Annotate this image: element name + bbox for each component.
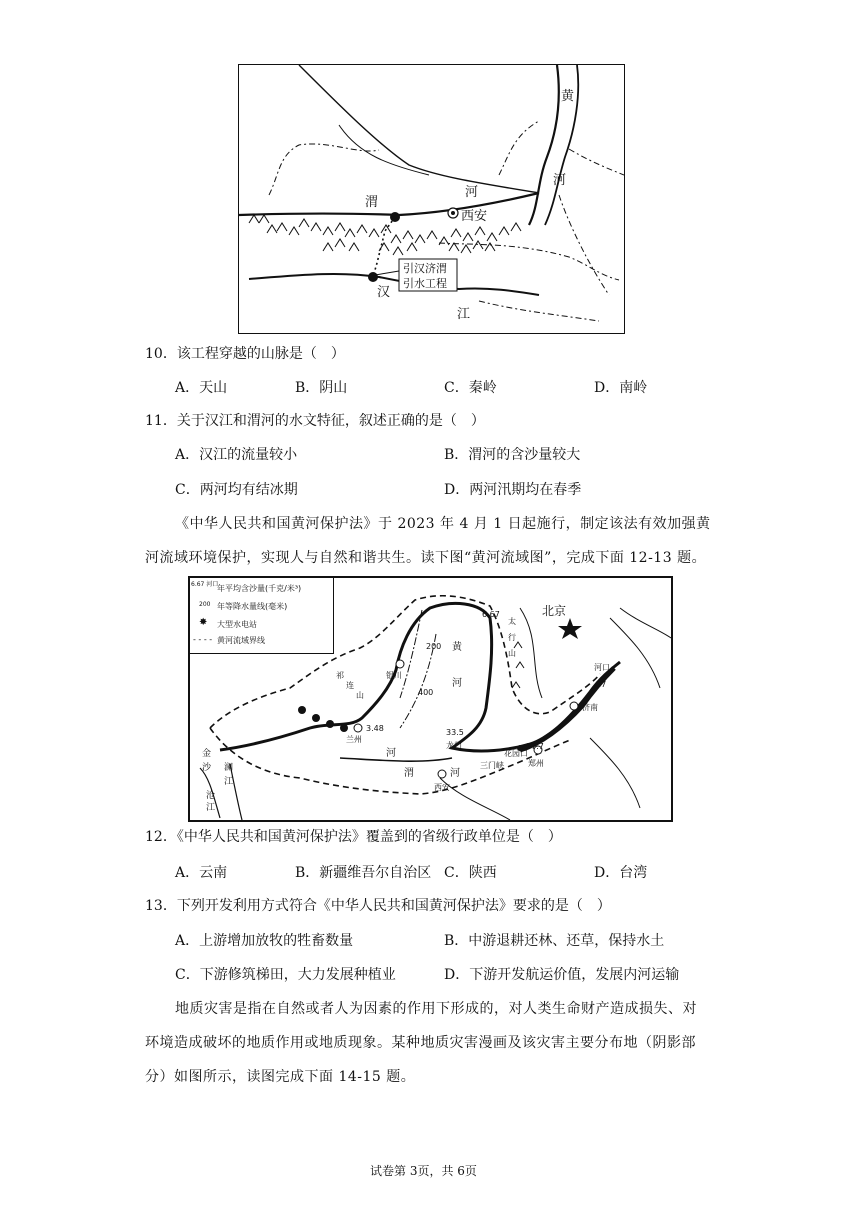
legend-sediment: 年平均含沙量(千克/米³) [217, 584, 302, 593]
intro-disaster-line2: 环境造成破坏的地质作用或地质现象。某种地质灾害漫画及该灾害主要分布地（阴影部 [145, 1035, 696, 1051]
q11-option-d[interactable]: D．两河汛期均在春季 [444, 482, 582, 498]
map2-label-jiang2: 江 [206, 803, 216, 813]
map2-label-lan: 澜 [224, 763, 234, 773]
map2-label-348: 3.48 [366, 724, 384, 733]
intro-yellow-river-line1: 《中华人民共和国黄河保护法》于 2023 年 4 月 1 日起施行，制定该法有效加强黄 [175, 516, 711, 532]
map1-drawing [239, 65, 624, 333]
q10-option-a[interactable]: A．天山 [175, 380, 228, 396]
map2-label-huang: 黄 [452, 642, 462, 653]
q13-option-c[interactable]: C．下游修筑梯田，大力发展种植业 [175, 967, 396, 983]
question-12-stem: 12．《中华人民共和国黄河保护法》覆盖到的省级行政单位是（ ） [145, 829, 562, 845]
question-10-stem: 10．该工程穿越的山脉是（ ） [145, 346, 345, 362]
q13-option-d[interactable]: D．下游开发航运价值，发展内河运输 [444, 967, 680, 983]
intro-yellow-river-line2: 河流域环境保护，实现人与自然和谐共生。读下图“黄河流域图”，完成下面 12-13 题。 [145, 550, 707, 566]
q12-option-a[interactable]: A．云南 [175, 865, 228, 881]
hydro-legend-icon: ✸ [199, 617, 208, 628]
map2-label-qi: 祁 [336, 671, 344, 680]
map2-label-667: 6.67 [482, 610, 500, 619]
map1-project-label-1: 引汉济渭 [403, 262, 447, 275]
legend-hydro: 大型水电站 [217, 620, 257, 629]
map2-label-shan: 山 [508, 649, 516, 658]
legend-sediment-sample: 6.67 河口 [191, 581, 219, 588]
map2-label-tai: 太 [508, 617, 516, 626]
map1-label-wei: 渭 [365, 195, 379, 210]
map-yellow-river-basin [188, 576, 673, 822]
q13-option-a[interactable]: A．上游增加放牧的牲畜数量 [175, 933, 354, 949]
q13-option-b[interactable]: B．中游退耕还林、还草，保持水土 [444, 933, 665, 949]
map2-label-huayuankou: 花园口 [504, 749, 528, 758]
q11-option-c[interactable]: C．两河均有结冰期 [175, 482, 298, 498]
q12-option-c[interactable]: C．陕西 [444, 865, 497, 881]
legend-isohyet-sample: 200 [199, 601, 211, 608]
map2-label-yinchuan: 银川 [386, 671, 402, 680]
map1-project-label-2: 引水工程 [403, 277, 447, 290]
map2-label-hang: 行 [508, 633, 516, 642]
question-11-stem: 11．关于汉江和渭河的水文特征，叙述正确的是（ ） [145, 413, 485, 429]
map-hanjiwei-project [238, 64, 625, 334]
map2-label-cang: 沧 [206, 791, 216, 801]
map2-label-longmen: 龙门 [446, 741, 462, 750]
map2-label-335: 33.5 [446, 728, 464, 737]
map2-label-sha: 沙 [202, 763, 212, 773]
map2-label-zhengzhou: 郑州 [528, 759, 544, 768]
map2-label-beijing: 北京 [542, 604, 567, 618]
q11-option-b[interactable]: B．渭河的含沙量较大 [444, 447, 581, 463]
intro-disaster-line1: 地质灾害是指在自然或者人为因素的作用下形成的，对人类生命财产造成损失、对 [175, 1001, 697, 1017]
map2-label-lian: 连 [346, 681, 354, 690]
map1-label-han: 汉 [377, 285, 391, 300]
boundary-legend-line: - - - - [193, 635, 213, 644]
map2-label-lanzhou: 兰州 [346, 735, 362, 744]
page-footer: 试卷第 3页，共 6页 [370, 1164, 477, 1178]
question-13-stem: 13．下列开发利用方式符合《中华人民共和国黄河保护法》要求的是（ ） [145, 898, 611, 914]
map2-label-xian: 西安 [434, 783, 450, 792]
map2-label-he2: 河 [386, 748, 396, 759]
map2-label-jiang: 江 [224, 777, 234, 787]
intro-disaster-line3: 分）如图所示，读图完成下面 14-15 题。 [145, 1069, 416, 1085]
map2-label-400: 400 [418, 688, 434, 697]
map1-label-huang: 黄 [561, 89, 575, 104]
legend-isohyet: 年等降水量线(毫米) [217, 602, 288, 611]
q12-option-b[interactable]: B．新疆维吾尔自治区 [295, 865, 432, 881]
q11-option-a[interactable]: A．汉江的流量较小 [175, 447, 298, 463]
map1-label-xian: 西安 [461, 209, 488, 224]
map2-label-he3: 河 [450, 768, 460, 779]
map2-label-jinan: 济南 [582, 703, 598, 712]
map2-label-shan2: 山 [356, 691, 364, 700]
q10-option-b[interactable]: B．阴山 [295, 380, 348, 396]
map2-label-hekou: 河口 [594, 663, 610, 672]
q12-option-d[interactable]: D．台湾 [594, 865, 648, 881]
map2-label-377: 37.7 [526, 742, 544, 751]
map2-label-wei: 渭 [404, 768, 414, 779]
map1-label-he-mid: 河 [465, 185, 479, 200]
q10-option-d[interactable]: D．南岭 [594, 380, 648, 396]
map2-label-sanmenxia: 三门峡 [480, 761, 504, 770]
legend-boundary: 黄河流域界线 [217, 636, 265, 645]
map1-label-jiang: 江 [457, 307, 471, 322]
map2-label-200: 200 [426, 642, 442, 651]
map2-label-he1: 河 [452, 678, 462, 689]
map2-legend [188, 576, 334, 654]
map1-label-he-right: 河 [553, 173, 567, 188]
map2-label-27: 27 [596, 680, 607, 689]
map2-label-jin: 金 [202, 749, 212, 759]
q10-option-c[interactable]: C．秦岭 [444, 380, 497, 396]
